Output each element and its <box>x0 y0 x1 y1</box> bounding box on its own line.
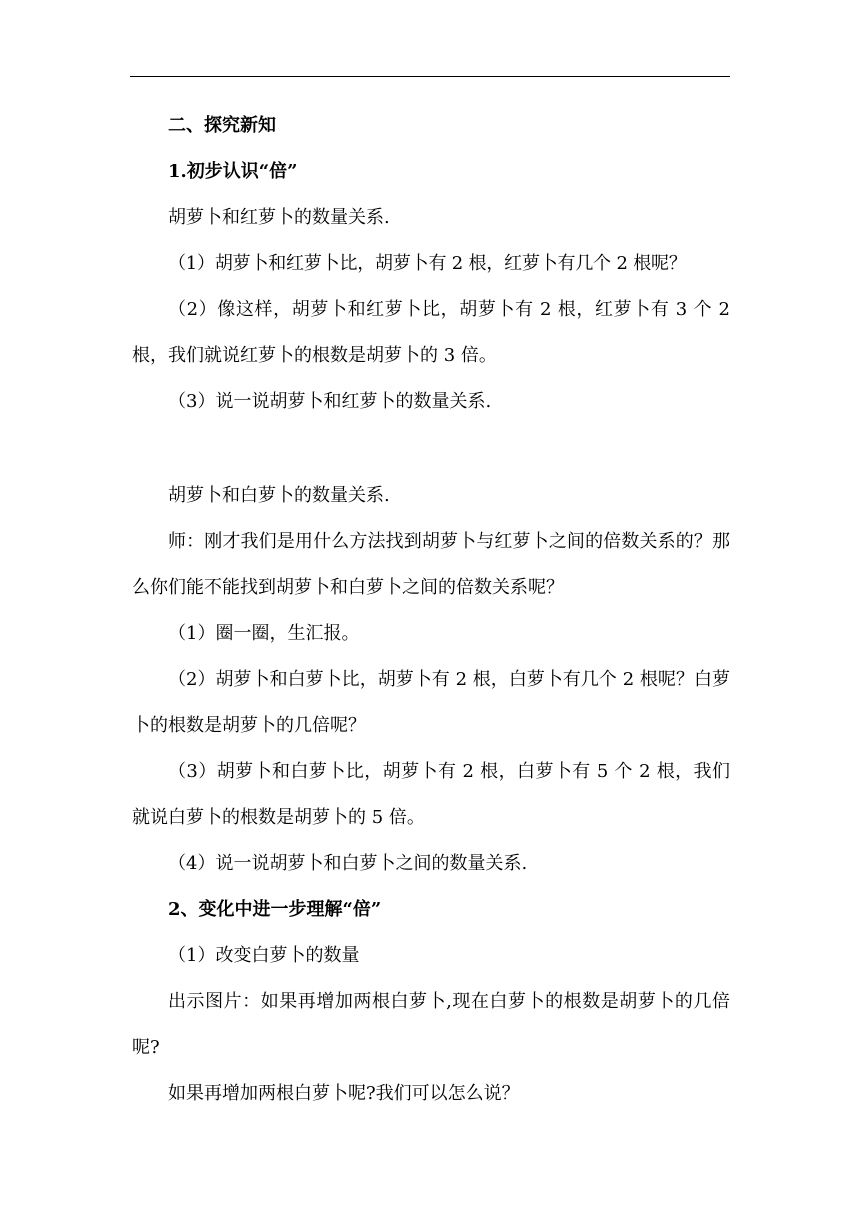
header-rule <box>130 76 730 77</box>
paragraph-red-q1: （1）胡萝卜和红萝卜比，胡萝卜有 2 根，红萝卜有几个 2 根呢？ <box>168 253 687 274</box>
paragraph-red-q3: （3）说一说胡萝卜和红萝卜的数量关系. <box>168 391 492 412</box>
paragraph-white-q1: （1）圈一圈，生汇报。 <box>168 623 360 644</box>
blank-space <box>132 416 730 462</box>
paragraph-red-q2: （2）像这样，胡萝卜和红萝卜比，胡萝卜有 2 根，红萝卜有 3 个 2 根，我们就说红萝卜的根数是胡萝卜的 3 倍。 <box>132 299 730 366</box>
paragraph-change-q1: （1）改变白萝卜的数量 <box>168 945 360 966</box>
paragraph-red-intro: 胡萝卜和红萝卜的数量关系. <box>168 207 390 228</box>
paragraph-white-intro: 胡萝卜和白萝卜的数量关系. <box>168 485 390 506</box>
paragraph-white-q2: （2）胡萝卜和白萝卜比，胡萝卜有 2 根，白萝卜有几个 2 根呢？白萝卜的根数是胡萝卜的几倍呢？ <box>132 669 730 736</box>
subsection-title-2: 2、变化中进一步理解“倍” <box>168 899 382 920</box>
paragraph-add-more: 如果再增加两根白萝卜呢?我们可以怎么说？ <box>168 1083 520 1104</box>
paragraph-white-q3: （3）胡萝卜和白萝卜比，胡萝卜有 2 根，白萝卜有 5 个 2 根，我们就说白萝卜的根数是胡萝卜的 5 倍。 <box>132 761 730 828</box>
paragraph-show-picture: 出示图片：如果再增加两根白萝卜,现在白萝卜的根数是胡萝卜的几倍呢? <box>132 991 730 1058</box>
paragraph-white-q4: （4）说一说胡萝卜和白萝卜之间的数量关系. <box>168 853 528 874</box>
section-title: 二、探究新知 <box>168 115 276 136</box>
document-body <box>132 112 730 1108</box>
subsection-title-1: 1.初步认识“倍” <box>168 161 298 182</box>
paragraph-teacher: 师：刚才我们是用什么方法找到胡萝卜与红萝卜之间的倍数关系的？那么你们能不能找到胡萝卜和白萝卜之间的倍数关系呢？ <box>132 531 730 598</box>
